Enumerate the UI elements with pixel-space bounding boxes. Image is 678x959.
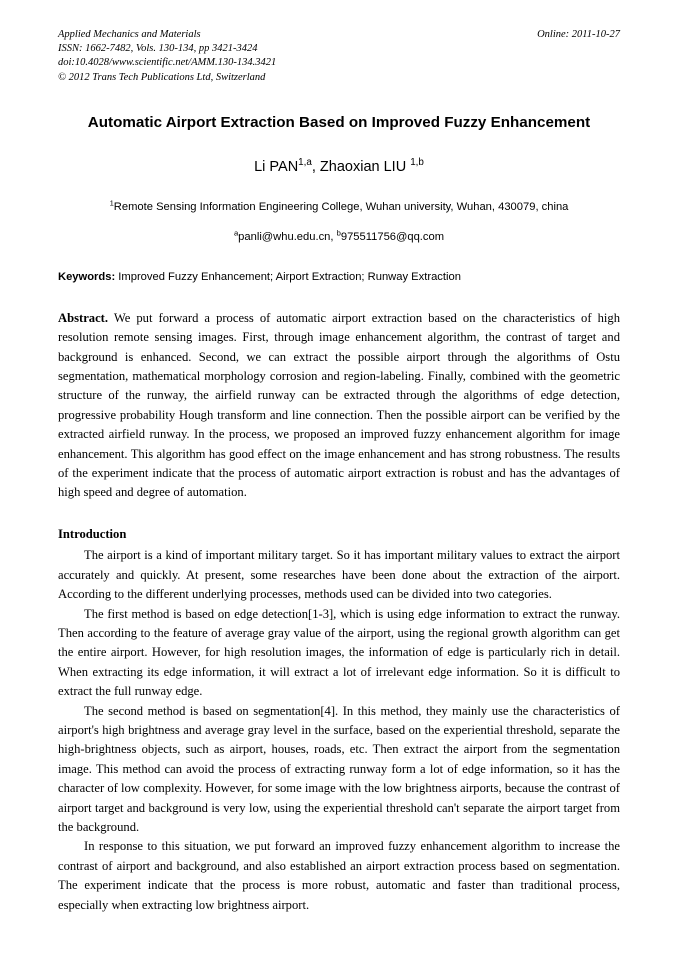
journal-name: Applied Mechanics and Materials bbox=[58, 29, 201, 40]
abstract-text: We put forward a process of automatic airport extraction based on the characteristics of high resolution remote sensing images. First, through image enhancement algorithm, the contrast of target and background is enhanced. Second, we can extract the possible airport through the algorithms of Ostu segmentation, mathematical morphology corrosion and region-labeling. Finally, combined with the geometric structure of the runway, the airfield runway can be extracted through the algorithms of edge detection, progressive probability Hough transform and line connection. Then the possible airport can be verified by the extracted airfield runway. In the process, we proposed an improved fuzzy enhancement algorithm for image enhancement. This algorithm has good effect on the image enhancement and has strong robustness. The results of the experiment indicate that the process of automatic airport extraction is robust and has the advantages of high speed and degree of automation. bbox=[58, 310, 620, 500]
header-left-block bbox=[58, 28, 620, 85]
email-address-a: panli@whu.edu.cn, bbox=[238, 230, 334, 243]
section-heading-introduction: Introduction bbox=[58, 526, 127, 541]
affiliation-marker: 1 bbox=[109, 198, 114, 208]
author-list bbox=[58, 157, 620, 177]
doi-line: doi:10.4028/www.scientific.net/AMM.130-134.3421 bbox=[58, 57, 277, 69]
issn-line: ISSN: 1662-7482, Vols. 130-134, pp 3421-3424 bbox=[58, 43, 258, 55]
email-address-b: 975511756@qq.com bbox=[340, 230, 445, 243]
keywords-label: Keywords: bbox=[58, 270, 116, 283]
intro-paragraph-4: In response to this situation, we put forward an improved fuzzy enhancement algorithm to increase the contrast of airport and background, and also established an airport extraction process based on segmentation. The experiment indicate that the process is more robust, automatic and faster than traditional process, especially when extracting low brightness airport. bbox=[58, 839, 620, 912]
author-name-1: Li PAN bbox=[254, 158, 299, 175]
affiliation bbox=[58, 199, 620, 215]
copyright-line: © 2012 Trans Tech Publications Ltd, Switzerland bbox=[58, 71, 266, 83]
online-date: Online: 2011-10-27 bbox=[537, 29, 620, 40]
email-marker-b: b bbox=[336, 228, 341, 238]
abstract-label: Abstract. bbox=[58, 310, 109, 325]
page-header bbox=[58, 28, 620, 85]
author-affiliation-marker-1: 1,a bbox=[298, 156, 312, 168]
author-separator: , bbox=[311, 158, 320, 175]
email-marker-a: a bbox=[233, 228, 239, 238]
intro-paragraph-2: The first method is based on edge detection[1-3], which is using edge information to extract the runway. Then according to the feature of average gray value of the airport, using the regional growth algorithm can get the entire airport. However, for high resolution images, the information of edge is particularly rich in detail. When extracting its edge information, it will extract a lot of irrelevant edge information. So it is difficult to extract the full runway edge. bbox=[58, 606, 620, 699]
page-title: Automatic Airport Extraction Based on Improved Fuzzy Enhancement bbox=[87, 113, 591, 131]
affiliation-text: Remote Sensing Information Engineering College, Wuhan university, Wuhan, 430079, china bbox=[113, 200, 569, 213]
abstract-paragraph bbox=[58, 309, 620, 503]
keywords-value: Improved Fuzzy Enhancement; Airport Extraction; Runway Extraction bbox=[115, 270, 461, 283]
keywords-line bbox=[58, 269, 620, 285]
intro-paragraph-3: The second method is based on segmentation[4]. In this method, they mainly use the characteristics of airport's high brightness and average gray level in the surface, based on the experiential threshold, separate the high-brightness objects, such as airport, houses, roads, etc. Then extract the airport from the segmentation image. This method can avoid the process of extracting runway form a lot of edge information, so it has the character of low complexity. However, for some image with the low brightness airports, because the contrast of airport target and background is very low, using the experiential threshold can't separate the airport target from the background. bbox=[58, 703, 620, 834]
author-name-2: Zhaoxian LIU bbox=[319, 158, 407, 175]
author-emails bbox=[58, 229, 620, 245]
intro-paragraph-1: The airport is a kind of important military target. So it has important military values to extract the airport accurately and quickly. At present, some researches have been done about the extraction of the airport. According to the different underlying processes, methods used can be divided into two categories. bbox=[58, 548, 620, 602]
author-affiliation-marker-2: 1,b bbox=[410, 156, 424, 168]
